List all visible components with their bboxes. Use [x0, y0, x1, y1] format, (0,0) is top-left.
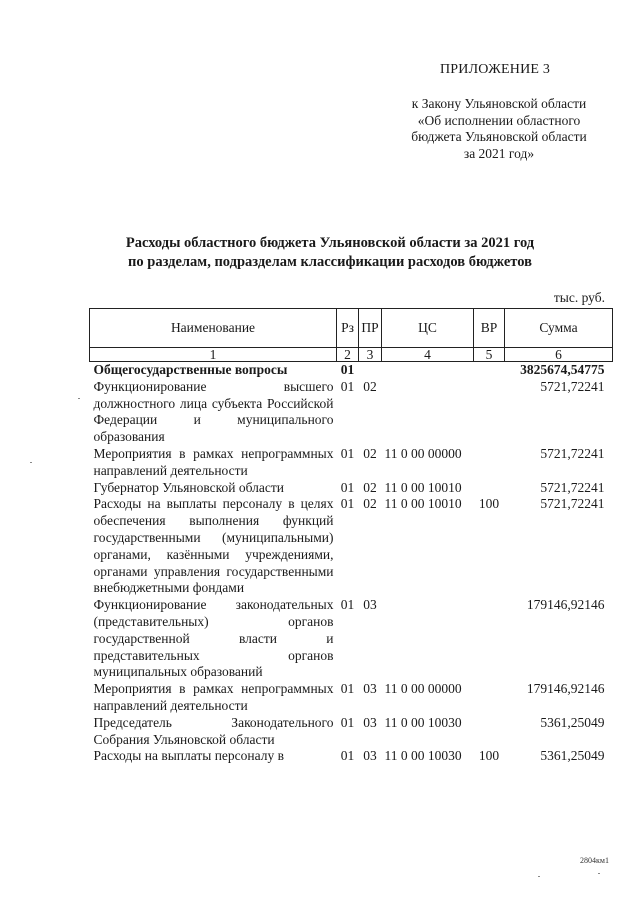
row-rz: 01 [340, 748, 355, 764]
row-sum: 5721,72241 [540, 445, 605, 461]
row-vr [474, 379, 505, 446]
table-row [90, 597, 613, 681]
header-vr: ВР [474, 309, 505, 348]
row-vr [474, 597, 505, 681]
row-cs: 11 0 00 10010 [384, 496, 462, 512]
row-name: Расходы на выплаты персоналу в [93, 748, 284, 764]
column-number: 6 [505, 348, 613, 362]
law-reference [384, 96, 614, 162]
row-pr: 03 [363, 681, 377, 697]
scan-speck [78, 398, 80, 399]
row-sum: 5721,72241 [540, 496, 605, 512]
row-sum: 3825674,54775 [520, 362, 605, 377]
document-title [60, 234, 600, 272]
row-vr [474, 446, 505, 480]
table-row [90, 715, 613, 749]
row-pr [359, 362, 382, 379]
document-code: 2804км1 [580, 856, 609, 865]
row-name: Функционирование высшего должностного лица субъекта Российской Федерации и муниципального образования [93, 378, 334, 445]
column-number: 5 [474, 348, 505, 362]
row-sum: 179146,92146 [526, 597, 605, 613]
column-number: 1 [90, 348, 337, 362]
expenditure-table [89, 308, 613, 765]
row-name: Губернатор Ульяновской области [93, 479, 285, 495]
column-number: 3 [359, 348, 382, 362]
row-pr: 03 [363, 597, 377, 613]
column-number-row [90, 348, 613, 362]
row-sum: 5361,25049 [540, 748, 605, 764]
row-cs: 11 0 00 00000 [384, 681, 462, 697]
row-sum: 5721,72241 [540, 479, 605, 495]
row-sum: 5361,25049 [540, 714, 605, 730]
law-line: бюджета Ульяновской области [411, 129, 587, 144]
row-name: Мероприятия в рамках непрограммных направлений деятельности [93, 681, 334, 713]
row-cs: 11 0 00 00000 [384, 445, 462, 461]
row-vr [474, 362, 505, 379]
row-cs [382, 362, 474, 379]
scan-speck [30, 462, 32, 463]
title-line: по разделам, подразделам классификации расходов бюджетов [128, 254, 532, 270]
row-sum: 179146,92146 [526, 681, 605, 697]
row-rz: 01 [340, 445, 355, 461]
row-sum: 5721,72241 [540, 378, 605, 394]
table-row [90, 379, 613, 446]
scan-speck [598, 873, 600, 874]
row-cs [382, 379, 474, 446]
row-pr: 02 [363, 445, 377, 461]
row-cs: 11 0 00 10030 [384, 748, 462, 764]
header-pr: ПР [359, 309, 382, 348]
row-name: Функционирование законодательных (представительных) органов государственной власти и представительных органов муниципальных образований [93, 597, 334, 680]
row-name: Расходы на выплаты персоналу в целях обеспечения выполнения функций государственными (муниципальными) органами, казёнными учреждениями, органами управления государственными внебюджетными фондами [93, 496, 334, 596]
row-cs [382, 597, 474, 681]
row-rz: 01 [340, 681, 355, 697]
row-rz: 01 [340, 378, 355, 394]
row-vr: 100 [478, 748, 500, 764]
row-pr: 03 [363, 748, 377, 764]
row-name: Председатель Законодательного Собрания Ульяновской области [93, 714, 334, 747]
column-number: 2 [337, 348, 359, 362]
law-line: «Об исполнении областного [417, 112, 581, 128]
row-rz: 01 [340, 496, 355, 512]
row-pr: 03 [363, 714, 377, 730]
table-row [90, 681, 613, 715]
header-rz: Рз [337, 309, 359, 348]
row-name: Мероприятия в рамках непрограммных направлений деятельности [93, 445, 334, 478]
law-line: к Закону Ульяновской области [411, 96, 587, 111]
row-vr: 100 [478, 496, 500, 512]
appendix-label: ПРИЛОЖЕНИЕ 3 [440, 62, 551, 77]
row-cs: 11 0 00 10030 [384, 714, 462, 730]
row-rz: 01 [340, 714, 355, 730]
table-row [90, 748, 613, 765]
table-row [90, 480, 613, 497]
row-vr [474, 480, 505, 497]
row-vr [474, 681, 505, 715]
header-name: Наименование [90, 309, 337, 348]
law-line: за 2021 год» [463, 145, 535, 161]
header-sum: Сумма [505, 309, 613, 348]
row-rz: 01 [340, 479, 355, 495]
row-cs: 11 0 00 10010 [384, 479, 462, 495]
row-rz: 01 [340, 597, 355, 613]
row-pr: 02 [363, 479, 377, 495]
table-row [90, 496, 613, 597]
row-pr: 02 [363, 378, 377, 394]
row-pr: 02 [363, 496, 377, 512]
column-number: 4 [382, 348, 474, 362]
row-vr [474, 715, 505, 749]
scan-speck [538, 876, 540, 877]
header-cs: ЦС [382, 309, 474, 348]
table-header-row [90, 309, 613, 348]
row-rz: 01 [340, 362, 355, 377]
row-name: Общегосударственные вопросы [93, 362, 288, 377]
title-line: Расходы областного бюджета Ульяновской области за 2021 год [125, 235, 535, 251]
table-body [90, 362, 613, 766]
table-row [90, 446, 613, 480]
table-row [90, 362, 613, 379]
units-label: тыс. руб. [553, 290, 605, 305]
